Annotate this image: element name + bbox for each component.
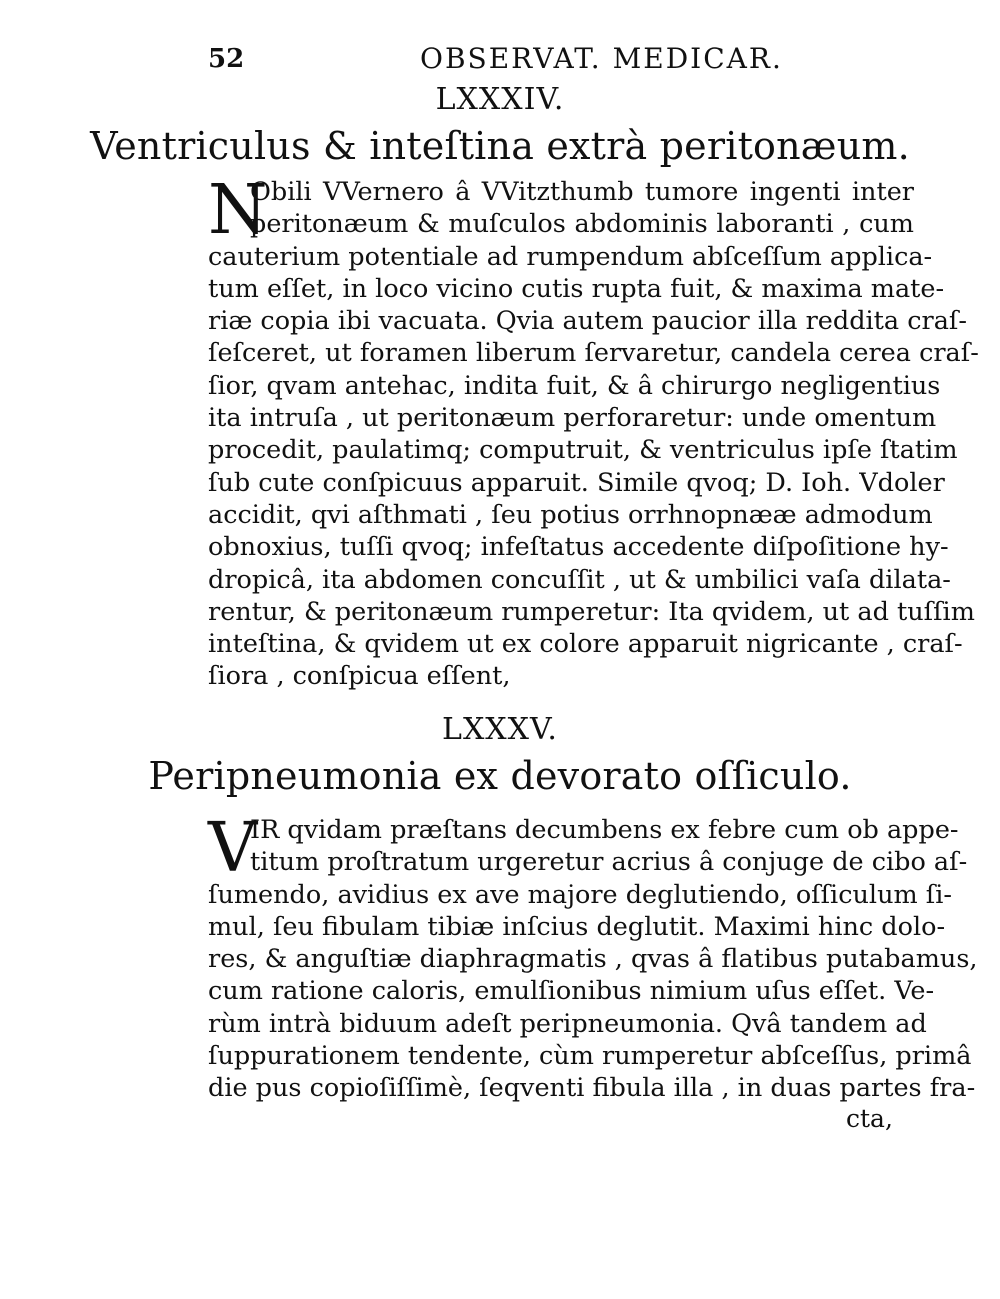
page-number: 52 <box>208 44 245 74</box>
text-line: cum ratione caloris, emulſionibus nimium uſus eſſet. Ve- <box>208 976 935 1007</box>
text-line: res, & anguſtiæ diaphragmatis , qvas â flatibus putabamus, <box>208 944 978 975</box>
text-line: obnoxius, tuſſi qvoq; infeſtatus accedente diſpoſitione hy- <box>208 532 949 563</box>
section-body <box>208 171 979 693</box>
drop-cap: V <box>208 809 258 888</box>
catchword: cta, <box>846 1104 893 1133</box>
text-line: ſeſceret, ut foramen liberum ſervaretur, candela cerea craſ- <box>208 338 979 369</box>
section-number: LXXXV. <box>442 712 558 747</box>
text-line: ſiora , conſpicua eſſent, <box>208 661 511 692</box>
text-line: mul, ſeu fibulam tibiæ inſcius deglutit. Maximi hinc dolo- <box>208 911 946 942</box>
text-line: ſuppurationem tendente, cùm rumperetur abſceſſus, primâ <box>208 1041 972 1072</box>
section-title: Peripneumonia ex devorato oſſiculo. <box>148 754 852 798</box>
text-line: ſumendo, avidius ex ave majore deglutiendo, oſſiculum ſi- <box>208 879 952 910</box>
text-line: Obili VVernero â VVitzthumb tumore ingenti inter <box>250 177 914 207</box>
text-line: tum eſſet, in loco vicino cutis rupta fuit, & maxima mate- <box>208 273 945 304</box>
running-head: OBSERVAT. MEDICAR. <box>420 42 783 75</box>
text-line: rùm intrà biduum adeſt peripneumonia. Qvâ tandem ad <box>208 1008 927 1039</box>
section-body <box>208 809 978 1105</box>
text-line: IR qvidam præſtans decumbens ex febre cum ob appe- <box>250 815 959 845</box>
text-line: die pus copioſiſſimè, ſeqventi fibula illa , in duas partes fra- <box>208 1073 976 1104</box>
text-line: cauterium potentiale ad rumpendum abſceſſum applica- <box>208 241 933 272</box>
section-number: LXXXIV. <box>435 82 565 117</box>
text-line: ſub cute conſpicuus apparuit. Simile qvoq; D. Ioh. Vdoler <box>208 467 945 498</box>
drop-cap: N <box>208 171 268 250</box>
text-line: rentur, & peritonæum rumperetur: Ita qvidem, ut ad tuſſim <box>208 596 975 627</box>
text-line: inteſtina, & qvidem ut ex colore apparuit nigricante , craſ- <box>208 629 963 660</box>
text-line: ſior, qvam antehac, indita fuit, & â chirurgo negligentius <box>208 370 941 401</box>
text-line: riæ copia ibi vacuata. Qvia autem paucior illa reddita craſ- <box>208 306 967 337</box>
text-line: ita intruſa , ut peritonæum perforaretur: unde omentum <box>208 403 937 434</box>
text-line: peritonæum & muſculos abdominis laboranti , cum <box>250 209 914 240</box>
text-line: accidit, qvi aſthmati , ſeu potius orrhnopnææ admodum <box>208 499 933 530</box>
section-title: Ventriculus & inteſtina extrà peritonæum. <box>90 124 910 168</box>
text-line: titum proſtratum urgeretur acrius â conjuge de cibo aſ- <box>250 847 968 878</box>
text-line: procedit, paulatimq; computruit, & ventriculus ipſe ſtatim <box>208 435 958 466</box>
text-line: dropicâ, ita abdomen concuſſit , ut & umbilici vaſa dilata- <box>208 564 951 595</box>
